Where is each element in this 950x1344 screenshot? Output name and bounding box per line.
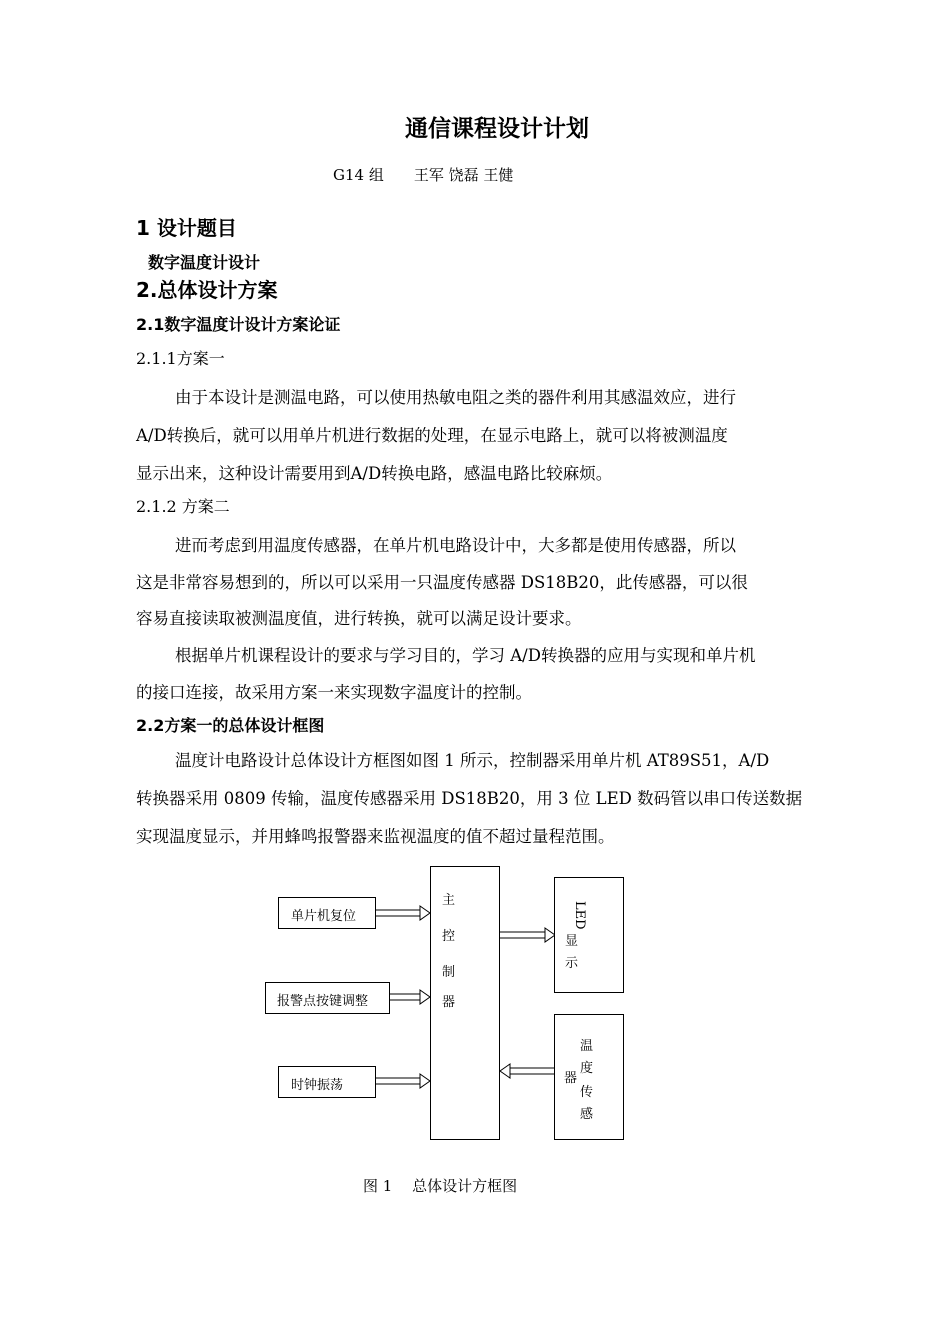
paragraph-4-line-3: 实现温度显示，并用蜂鸣报警器来监视温度的值不超过量程范围。 (136, 827, 615, 846)
section-2-heading: 2.总体设计方案 (136, 278, 278, 302)
design-topic: 数字温度计设计 (148, 253, 261, 272)
section-2-1-heading: 2.1数字温度计设计方案论证 (136, 315, 341, 334)
section-2-1-2-heading: 2.1.2 方案二 (136, 497, 230, 516)
paragraph-2-line-2: 这是非常容易想到的，所以可以采用一只温度传感器 DS18B20，此传感器，可以很 (136, 573, 748, 592)
arrow-clock-to-controller (376, 1074, 430, 1088)
section-2-1-1-heading: 2.1.1方案一 (136, 349, 225, 368)
reset-label: 单片机复位 (291, 909, 357, 924)
clock-label: 时钟振荡 (291, 1078, 344, 1093)
reset-block (278, 897, 376, 929)
authors-line: G14 组 王军 饶磊 王健 (333, 166, 514, 184)
paragraph-1-line-2: A/D转换后，就可以用单片机进行数据的处理，在显示电路上，就可以将被测温度 (136, 426, 728, 445)
sensor-char-3: 传 (580, 1085, 594, 1100)
led-display-block (554, 877, 624, 993)
arrow-reset-to-controller (376, 906, 430, 920)
led-label: LED (572, 901, 587, 930)
controller-char-1: 主 (442, 893, 456, 908)
section-2-2-heading: 2.2方案一的总体设计框图 (136, 716, 325, 735)
paragraph-2-line-1: 进而考虑到用温度传感器，在单片机电路设计中，大多都是使用传感器，所以 (175, 536, 736, 555)
paragraph-3-line-1: 根据单片机课程设计的要求与学习目的，学习 A/D转换器的应用与实现和单片机 (175, 646, 756, 665)
paragraph-1-line-3: 显示出来，这种设计需要用到A/D转换电路，感温电路比较麻烦。 (136, 464, 613, 483)
arrow-alarm-to-controller (390, 990, 430, 1004)
controller-char-2: 控 (442, 929, 456, 944)
sensor-char-2: 度 (580, 1061, 594, 1076)
page-title: 通信课程设计计划 (405, 115, 589, 142)
alarm-block (265, 982, 390, 1014)
clock-block (278, 1066, 376, 1098)
section-1-heading: 1 设计题目 (136, 216, 237, 240)
arrow-controller-to-led (500, 928, 555, 942)
paragraph-4-line-1: 温度计电路设计总体设计方框图如图 1 所示，控制器采用单片机 AT89S51，A/D (175, 751, 770, 770)
sensor-char-4: 感 (580, 1107, 594, 1122)
paragraph-3-line-2: 的接口连接，故采用方案一来实现数字温度计的控制。 (136, 683, 532, 702)
led-char-show: 显 (565, 934, 579, 949)
temperature-sensor-block (554, 1014, 624, 1140)
controller-char-4: 器 (442, 995, 456, 1010)
arrow-sensor-to-controller (500, 1064, 555, 1078)
paragraph-2-line-3: 容易直接读取被测温度值，进行转换，就可以满足设计要求。 (136, 609, 582, 628)
paragraph-4-line-2: 转换器采用 0809 传输，温度传感器采用 DS18B20，用 3 位 LED 数码管以串口传送数据 (136, 789, 803, 808)
figure-caption: 图 1 总体设计方框图 (363, 1177, 518, 1195)
controller-block (430, 866, 500, 1140)
led-char-display: 示 (565, 956, 579, 971)
sensor-char-1: 温 (580, 1039, 594, 1054)
paragraph-1-line-1: 由于本设计是测温电路，可以使用热敏电阻之类的器件利用其感温效应，进行 (175, 388, 736, 407)
sensor-char-5: 器 (564, 1071, 578, 1086)
alarm-label: 报警点按键调整 (277, 994, 369, 1009)
controller-char-3: 制 (442, 965, 456, 980)
